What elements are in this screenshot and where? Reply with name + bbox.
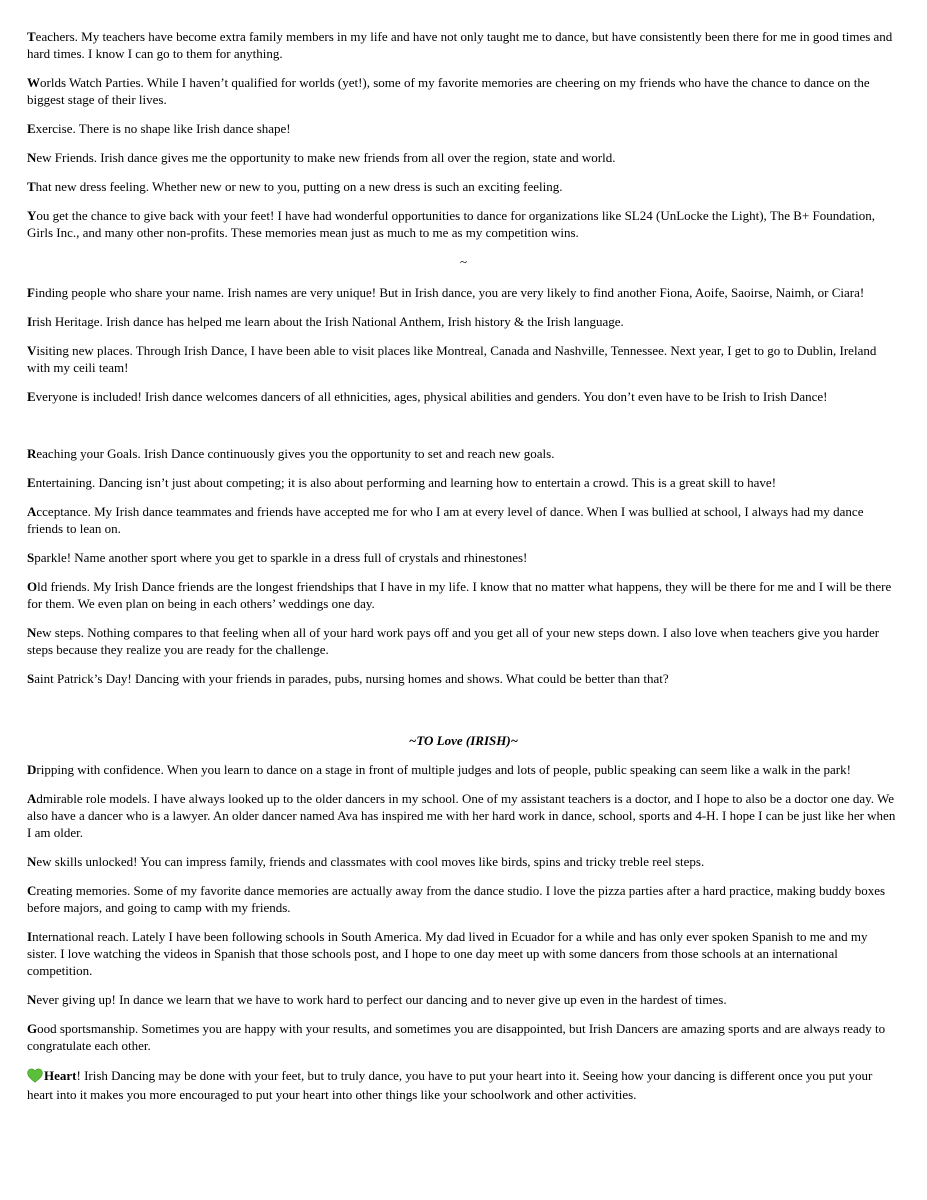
paragraph-initial: A xyxy=(27,791,37,806)
paragraph-good-sportsmanship xyxy=(27,1020,900,1054)
section-spacer xyxy=(27,699,900,732)
paragraph-text: rish Heritage. Irish dance has helped me learn about the Irish National Anthem, Irish history & the Irish language. xyxy=(32,314,624,329)
paragraph-text: aint Patrick’s Day! Dancing with your friends in parades, pubs, nursing homes and shows. What could be better than that? xyxy=(34,671,669,686)
paragraph-text: eaching your Goals. Irish Dance continuously gives you the opportunity to set and reach new goals. xyxy=(36,446,555,461)
paragraph-text: reating memories. Some of my favorite dance memories are actually away from the dance studio. I love the pizza parties after a hard practice, making buddy boxes before majors, and going to camp with my friends. xyxy=(27,883,886,915)
paragraph-text: ld friends. My Irish Dance friends are the longest friendships that I have in my life. I know that no matter what happens, they will be there for me and I will be there for them. We even plan on being in each others’ weddings one day. xyxy=(27,579,892,611)
paragraph-initial: W xyxy=(27,75,40,90)
paragraph-new-friends xyxy=(27,149,900,166)
paragraph-initial: N xyxy=(27,854,37,869)
paragraph-initial: C xyxy=(27,883,37,898)
paragraph-creating-memories xyxy=(27,882,900,916)
paragraph-exercise xyxy=(27,120,900,137)
paragraph-text: ew steps. Nothing compares to that feeling when all of your hard work pays off and you get all of your new steps down. I also love when teachers give you harder steps because they realize you are ready for the challenge. xyxy=(27,625,880,657)
paragraph-new-steps xyxy=(27,624,900,658)
paragraph-text: veryone is included! Irish dance welcomes dancers of all ethnicities, ages, physical abilities and genders. You don’t even have to be Irish to Irish Dance! xyxy=(35,389,828,404)
paragraph-saint-patricks-day xyxy=(27,670,900,687)
section-to-love-list xyxy=(27,761,900,1104)
paragraph-initial: N xyxy=(27,150,37,165)
paragraph-initial: D xyxy=(27,762,37,777)
paragraph-text: ntertaining. Dancing isn’t just about competing; it is also about performing and learning how to entertain a crowd. This is a great skill to have! xyxy=(35,475,777,490)
section-heading: ~TO Love (IRISH)~ xyxy=(408,733,519,748)
paragraph-initial: Y xyxy=(27,208,37,223)
paragraph-initial: A xyxy=(27,504,37,519)
paragraph-teachers xyxy=(27,28,900,62)
paragraph-reaching-goals xyxy=(27,445,900,462)
paragraph-text: ew Friends. Irish dance gives me the opportunity to make new friends from all over the region, state and world. xyxy=(36,150,616,165)
paragraph-initial: T xyxy=(27,29,36,44)
paragraph-text: hat new dress feeling. Whether new or new to you, putting on a new dress is such an exciting feeling. xyxy=(35,179,563,194)
paragraph-entertaining xyxy=(27,474,900,491)
paragraph-text: ! Irish Dancing may be done with your feet, but to truly dance, you have to put your heart into it. Seeing how your dancing is different once you put your heart into it makes you more encouraged to put your heart into other things like your schoolwork and other activities. xyxy=(27,1068,873,1102)
paragraph-initial: G xyxy=(27,1021,38,1036)
paragraph-acceptance xyxy=(27,503,900,537)
paragraph-text: nternational reach. Lately I have been following schools in South America. My dad lived in Ecuador for a while and has only ever spoken Spanish to me and my sister. I love watching the videos in Spanish that those schools post, and I hope to one day meet up with some dancers from those schools at an international competition. xyxy=(27,929,868,978)
paragraph-initial: N xyxy=(27,992,37,1007)
paragraph-text: cceptance. My Irish dance teammates and friends have accepted me for who I am at every level of dance. When I was bullied at school, I always had my dance friends to lean on. xyxy=(27,504,864,536)
paragraph-initial: F xyxy=(27,285,35,300)
paragraph-worlds-watch-parties xyxy=(27,74,900,108)
paragraph-text: ew skills unlocked! You can impress family, friends and classmates with cool moves like birds, spins and tricky treble reel steps. xyxy=(36,854,705,869)
paragraph-everyone-included xyxy=(27,388,900,405)
green-heart-icon xyxy=(27,1068,43,1083)
section-finding-list xyxy=(27,284,900,405)
paragraph-new-skills xyxy=(27,853,900,870)
tilde-divider: ~ xyxy=(459,254,468,269)
paragraph-text: eachers. My teachers have become extra family members in my life and have not only taught me to dance, but have consistently been there for me in good times and hard times. I know I can go to them for anything. xyxy=(27,29,893,61)
paragraph-text: ever giving up! In dance we learn that we have to work hard to perfect our dancing and to never give up even in the hardest of times. xyxy=(36,992,727,1007)
paragraph-new-dress xyxy=(27,178,900,195)
paragraph-text: parkle! Name another sport where you get to sparkle in a dress full of crystals and rhinestones! xyxy=(34,550,528,565)
paragraph-heart xyxy=(27,1066,900,1104)
section-teachers-list xyxy=(27,28,900,241)
paragraph-initial: T xyxy=(27,179,36,194)
paragraph-initial: E xyxy=(27,389,36,404)
paragraph-text: ood sportsmanship. Sometimes you are happy with your results, and sometimes you are disappointed, but Irish Dancers are amazing sports and are always ready to congratulate each other. xyxy=(27,1021,886,1053)
paragraph-dripping-confidence xyxy=(27,761,900,778)
paragraph-old-friends xyxy=(27,578,900,612)
paragraph-sparkle xyxy=(27,549,900,566)
paragraph-text: xercise. There is no shape like Irish dance shape! xyxy=(35,121,291,136)
paragraph-give-back xyxy=(27,207,900,241)
paragraph-text: ripping with confidence. When you learn to dance on a stage in front of multiple judges and lots of people, public speaking can seem like a walk in the park! xyxy=(36,762,851,777)
paragraph-text: orlds Watch Parties. While I haven’t qualified for worlds (yet!), some of my favorite memories are cheering on my friends who have the chance to dance on the biggest stage of their lives. xyxy=(27,75,870,107)
paragraph-initial: S xyxy=(27,671,35,686)
paragraph-text: dmirable role models. I have always looked up to the older dancers in my school. One of my assistant teachers is a doctor, and I hope to also be a doctor one day. We also have a dancer who is a lawyer. An older dancer named Ava has inspired me with her hard work in dance, school, sports and 4-H. I hope I can be just like her when I am older. xyxy=(27,791,896,840)
paragraph-irish-heritage xyxy=(27,313,900,330)
section-reasons-list xyxy=(27,445,900,687)
paragraph-finding-names xyxy=(27,284,900,301)
paragraph-initial: N xyxy=(27,625,37,640)
paragraph-international-reach xyxy=(27,928,900,979)
paragraph-never-giving-up xyxy=(27,991,900,1008)
heart-bold-word: Heart xyxy=(44,1068,77,1083)
paragraph-initial: E xyxy=(27,121,36,136)
paragraph-initial: I xyxy=(27,314,33,329)
paragraph-initial: E xyxy=(27,475,36,490)
paragraph-initial: R xyxy=(27,446,37,461)
paragraph-text: isiting new places. Through Irish Dance, I have been able to visit places like Montreal, Canada and Nashville, Tennessee. Next year, I get to go to Dublin, Ireland with my ceili team! xyxy=(27,343,877,375)
section-spacer xyxy=(27,417,900,445)
paragraph-text: ou get the chance to give back with your feet! I have had wonderful opportunities to dance for organizations like SL24 (UnLocke the Light), The B+ Foundation, Girls Inc., and many other non-profits. These memories mean just as much to me as my competition wins. xyxy=(27,208,876,240)
paragraph-initial: S xyxy=(27,550,35,565)
paragraph-role-models xyxy=(27,790,900,841)
paragraph-initial: O xyxy=(27,579,38,594)
paragraph-initial: V xyxy=(27,343,37,358)
paragraph-visiting-places xyxy=(27,342,900,376)
paragraph-text: inding people who share your name. Irish names are very unique! But in Irish dance, you are very likely to find another Fiona, Aoife, Saoirse, Naimh, or Ciara! xyxy=(34,285,865,300)
paragraph-initial: I xyxy=(27,929,33,944)
